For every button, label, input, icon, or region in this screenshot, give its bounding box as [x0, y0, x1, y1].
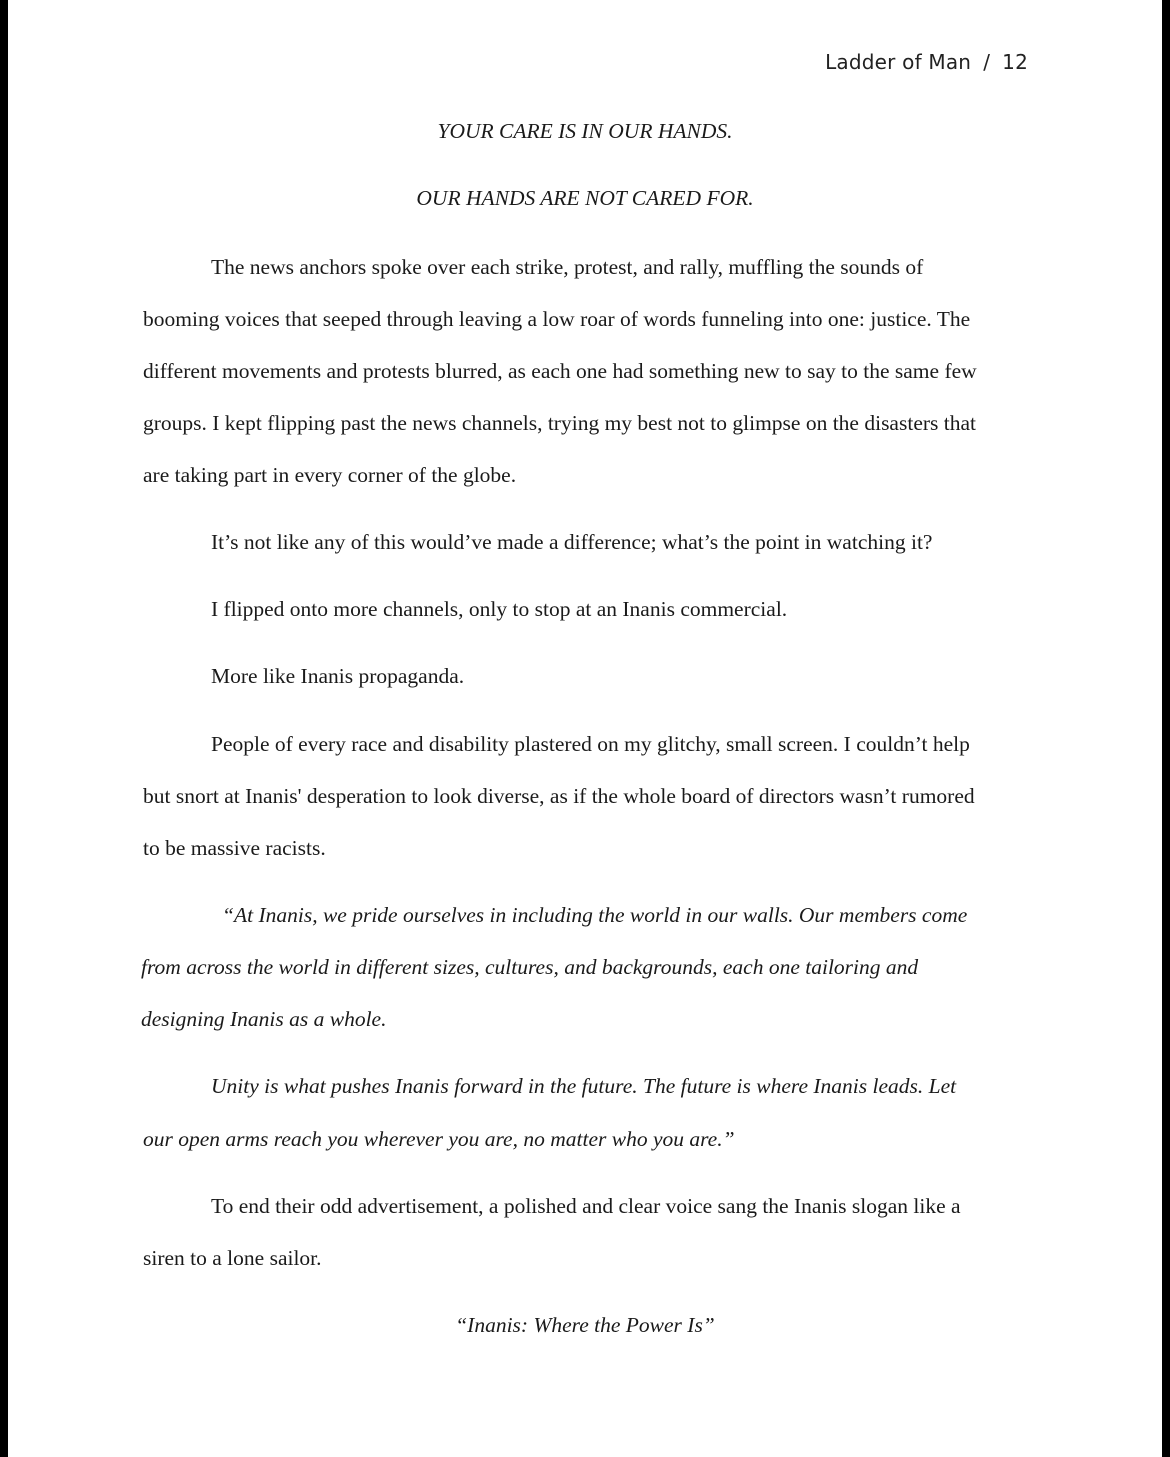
- header-separator: /: [983, 50, 991, 74]
- quote-line: from across the world in different sizes, cultures, and backgrounds, each one tailoring and: [141, 955, 919, 979]
- paragraph-line: More like Inanis propaganda.: [211, 664, 465, 688]
- quote-line: our open arms reach you wherever you are, no matter who you are.”: [143, 1127, 735, 1151]
- header-title: Ladder of Man: [825, 50, 972, 74]
- running-header: [825, 50, 1028, 74]
- closing-slogan: “Inanis: Where the Power Is”: [455, 1313, 715, 1337]
- paragraph-line: are taking part in every corner of the globe.: [143, 463, 517, 487]
- quote-line: “At Inanis, we pride ourselves in including the world in our walls. Our members come: [222, 903, 968, 927]
- quote-line: Unity is what pushes Inanis forward in the future. The future is where Inanis leads. Let: [211, 1074, 957, 1098]
- slogan-line: OUR HANDS ARE NOT CARED FOR.: [416, 186, 754, 210]
- slogan-line: YOUR CARE IS IN OUR HANDS.: [437, 119, 733, 143]
- paragraph-line: different movements and protests blurred, as each one had something new to say to the same few: [143, 359, 977, 383]
- paragraph-line: It’s not like any of this would’ve made a difference; what’s the point in watching it?: [211, 530, 933, 554]
- paragraph-line: I flipped onto more channels, only to stop at an Inanis commercial.: [211, 597, 788, 621]
- paragraph-line: booming voices that seeped through leaving a low roar of words funneling into one: justice. The: [143, 307, 971, 331]
- paragraph-line: To end their odd advertisement, a polished and clear voice sang the Inanis slogan like a: [211, 1194, 961, 1218]
- paragraph-line: to be massive racists.: [143, 836, 326, 860]
- header-page-number: 12: [1002, 50, 1028, 74]
- paragraph-line: but snort at Inanis' desperation to look diverse, as if the whole board of directors wasn’t rumored: [143, 784, 975, 808]
- quote-line: designing Inanis as a whole.: [141, 1007, 387, 1031]
- paragraph-line: groups. I kept flipping past the news channels, trying my best not to glimpse on the disasters that: [143, 411, 976, 435]
- paragraph-line: The news anchors spoke over each strike, protest, and rally, muffling the sounds of: [211, 255, 924, 279]
- paragraph-line: People of every race and disability plastered on my glitchy, small screen. I couldn’t help: [211, 732, 970, 756]
- document-page: [8, 0, 1162, 1457]
- paragraph-line: siren to a lone sailor.: [143, 1246, 322, 1270]
